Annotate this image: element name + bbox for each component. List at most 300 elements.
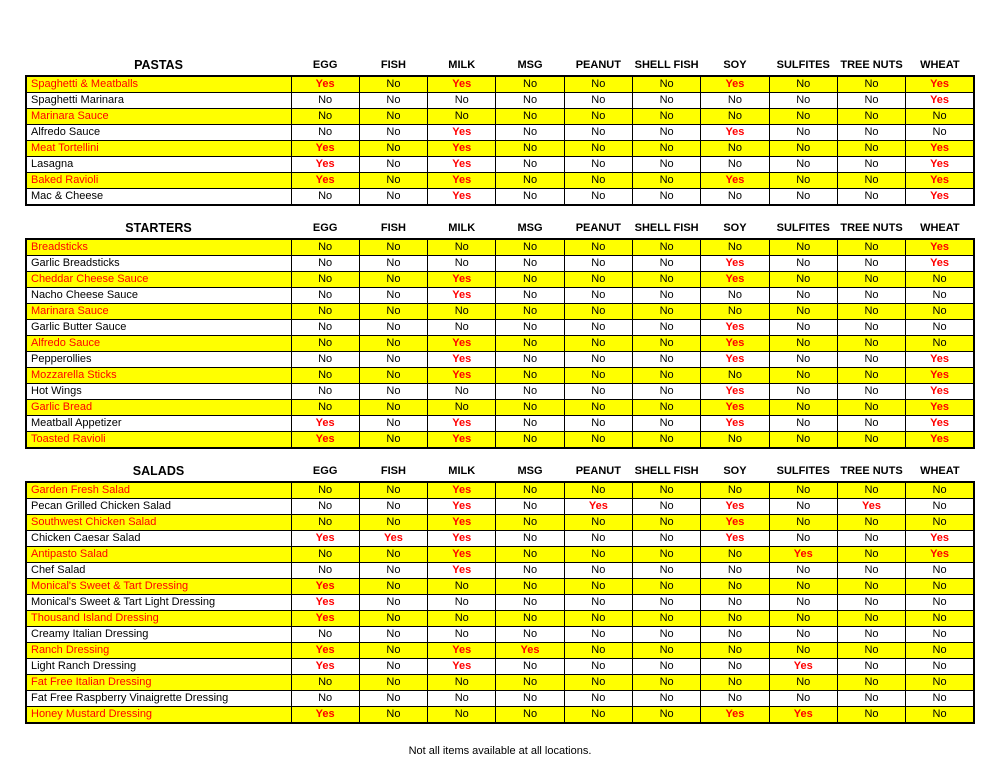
- allergen-value-cell: No: [701, 141, 769, 157]
- column-header-soy: SOY: [701, 219, 769, 239]
- allergen-value-cell: No: [769, 416, 837, 432]
- allergen-value-cell: No: [359, 384, 427, 400]
- allergen-value-cell: No: [359, 76, 427, 93]
- allergen-value-cell: No: [564, 125, 632, 141]
- allergen-value-cell: No: [564, 659, 632, 675]
- allergen-value-cell: No: [769, 515, 837, 531]
- allergen-value-cell: No: [906, 675, 974, 691]
- column-header-sulfites: SULFITES: [769, 219, 837, 239]
- column-header-egg: EGG: [291, 219, 359, 239]
- allergen-value-cell: No: [701, 627, 769, 643]
- item-name-cell: Breadsticks: [26, 239, 291, 256]
- allergen-value-cell: No: [837, 400, 905, 416]
- item-name-cell: Creamy Italian Dressing: [26, 627, 291, 643]
- allergen-value-cell: No: [291, 93, 359, 109]
- column-header-fish: FISH: [359, 219, 427, 239]
- allergen-value-cell: Yes: [564, 499, 632, 515]
- allergen-value-cell: No: [496, 256, 564, 272]
- table-row: [26, 93, 974, 109]
- allergen-value-cell: No: [291, 627, 359, 643]
- allergen-value-cell: No: [564, 675, 632, 691]
- allergen-value-cell: No: [769, 384, 837, 400]
- allergen-value-cell: No: [837, 643, 905, 659]
- allergen-value-cell: No: [632, 239, 700, 256]
- table-row: [26, 659, 974, 675]
- column-header-shell-fish: SHELL FISH: [632, 219, 700, 239]
- allergen-value-cell: No: [632, 76, 700, 93]
- table-row: [26, 611, 974, 627]
- table-row: [26, 416, 974, 432]
- allergen-value-cell: No: [837, 256, 905, 272]
- allergen-value-cell: Yes: [906, 432, 974, 449]
- allergen-value-cell: No: [632, 368, 700, 384]
- allergen-value-cell: No: [632, 288, 700, 304]
- allergen-value-cell: No: [291, 336, 359, 352]
- allergen-value-cell: No: [291, 288, 359, 304]
- allergen-value-cell: Yes: [906, 368, 974, 384]
- allergen-value-cell: Yes: [701, 256, 769, 272]
- table-row: [26, 384, 974, 400]
- column-header-egg: EGG: [291, 56, 359, 76]
- allergen-value-cell: No: [701, 368, 769, 384]
- allergen-value-cell: No: [496, 173, 564, 189]
- allergen-value-cell: No: [564, 627, 632, 643]
- allergen-value-cell: Yes: [906, 416, 974, 432]
- allergen-value-cell: No: [291, 125, 359, 141]
- allergen-value-cell: No: [496, 272, 564, 288]
- allergen-value-cell: No: [906, 320, 974, 336]
- allergen-value-cell: Yes: [906, 352, 974, 368]
- allergen-value-cell: No: [837, 125, 905, 141]
- allergen-value-cell: Yes: [906, 141, 974, 157]
- allergen-value-cell: No: [837, 93, 905, 109]
- allergen-value-cell: Yes: [428, 659, 496, 675]
- allergen-value-cell: No: [359, 400, 427, 416]
- table-row: [26, 432, 974, 449]
- table-row: [26, 579, 974, 595]
- allergen-value-cell: No: [428, 611, 496, 627]
- allergen-value-cell: No: [428, 109, 496, 125]
- allergen-value-cell: No: [359, 320, 427, 336]
- allergen-value-cell: No: [564, 304, 632, 320]
- section-title: STARTERS: [26, 219, 291, 239]
- allergen-value-cell: No: [632, 515, 700, 531]
- allergen-value-cell: No: [291, 239, 359, 256]
- allergen-value-cell: No: [837, 611, 905, 627]
- item-name-cell: Southwest Chicken Salad: [26, 515, 291, 531]
- table-row: [26, 499, 974, 515]
- column-header-egg: EGG: [291, 462, 359, 482]
- allergen-value-cell: Yes: [428, 515, 496, 531]
- allergen-value-cell: No: [632, 256, 700, 272]
- allergen-value-cell: No: [701, 547, 769, 563]
- allergen-value-cell: No: [769, 125, 837, 141]
- column-header-msg: MSG: [496, 462, 564, 482]
- item-name-cell: Honey Mustard Dressing: [26, 707, 291, 724]
- table-row: [26, 368, 974, 384]
- allergen-value-cell: No: [496, 707, 564, 724]
- allergen-value-cell: No: [701, 643, 769, 659]
- allergen-value-cell: No: [632, 432, 700, 449]
- allergen-value-cell: No: [496, 482, 564, 499]
- item-name-cell: Monical's Sweet & Tart Dressing: [26, 579, 291, 595]
- allergen-value-cell: No: [359, 675, 427, 691]
- column-header-wheat: WHEAT: [906, 462, 974, 482]
- allergen-value-cell: No: [837, 173, 905, 189]
- allergen-value-cell: Yes: [906, 384, 974, 400]
- allergen-value-cell: No: [496, 627, 564, 643]
- allergen-value-cell: Yes: [428, 76, 496, 93]
- allergen-value-cell: No: [632, 336, 700, 352]
- allergen-value-cell: Yes: [291, 531, 359, 547]
- allergen-value-cell: Yes: [291, 643, 359, 659]
- item-name-cell: Toasted Ravioli: [26, 432, 291, 449]
- column-header-peanut: PEANUT: [564, 219, 632, 239]
- allergen-value-cell: No: [769, 531, 837, 547]
- allergen-value-cell: Yes: [701, 125, 769, 141]
- allergen-value-cell: Yes: [906, 76, 974, 93]
- allergen-value-cell: Yes: [496, 643, 564, 659]
- allergen-value-cell: No: [906, 272, 974, 288]
- allergen-value-cell: No: [291, 256, 359, 272]
- availability-note: Not all items available at all locations.: [408, 745, 592, 757]
- item-name-cell: Marinara Sauce: [26, 304, 291, 320]
- allergen-value-cell: No: [769, 400, 837, 416]
- allergen-value-cell: No: [359, 707, 427, 724]
- table-row: [26, 157, 974, 173]
- allergen-value-cell: No: [701, 659, 769, 675]
- allergen-value-cell: No: [837, 515, 905, 531]
- allergen-value-cell: No: [564, 336, 632, 352]
- allergen-value-cell: No: [428, 320, 496, 336]
- table-row: [26, 239, 974, 256]
- allergen-value-cell: No: [906, 579, 974, 595]
- allergen-value-cell: No: [291, 320, 359, 336]
- allergen-value-cell: No: [632, 384, 700, 400]
- allergen-value-cell: Yes: [769, 547, 837, 563]
- allergen-value-cell: No: [769, 611, 837, 627]
- allergen-value-cell: No: [359, 659, 427, 675]
- allergen-value-cell: No: [496, 691, 564, 707]
- allergen-value-cell: Yes: [428, 416, 496, 432]
- allergen-value-cell: Yes: [906, 173, 974, 189]
- allergen-value-cell: No: [769, 173, 837, 189]
- allergen-value-cell: No: [359, 173, 427, 189]
- allergen-value-cell: No: [359, 93, 427, 109]
- allergen-value-cell: Yes: [428, 352, 496, 368]
- column-header-tree-nuts: TREE NUTS: [837, 219, 905, 239]
- item-name-cell: Alfredo Sauce: [26, 125, 291, 141]
- allergen-value-cell: No: [496, 336, 564, 352]
- allergen-value-cell: No: [632, 563, 700, 579]
- column-header-fish: FISH: [359, 462, 427, 482]
- allergen-value-cell: No: [564, 691, 632, 707]
- allergen-value-cell: No: [701, 432, 769, 449]
- allergen-table-salads: [25, 462, 975, 724]
- table-row: [26, 304, 974, 320]
- allergen-value-cell: Yes: [428, 531, 496, 547]
- allergen-value-cell: Yes: [428, 499, 496, 515]
- column-header-soy: SOY: [701, 56, 769, 76]
- allergen-value-cell: No: [837, 416, 905, 432]
- allergen-value-cell: No: [496, 499, 564, 515]
- table-row: [26, 595, 974, 611]
- allergen-value-cell: No: [291, 368, 359, 384]
- item-name-cell: Spaghetti & Meatballs: [26, 76, 291, 93]
- allergen-value-cell: No: [632, 400, 700, 416]
- item-name-cell: Garlic Butter Sauce: [26, 320, 291, 336]
- allergen-value-cell: No: [291, 189, 359, 206]
- allergen-value-cell: No: [837, 563, 905, 579]
- allergen-value-cell: No: [359, 416, 427, 432]
- allergen-value-cell: No: [359, 595, 427, 611]
- allergen-value-cell: No: [496, 595, 564, 611]
- allergen-value-cell: No: [701, 579, 769, 595]
- column-header-wheat: WHEAT: [906, 219, 974, 239]
- allergen-value-cell: Yes: [291, 141, 359, 157]
- allergen-value-cell: No: [564, 320, 632, 336]
- item-name-cell: Lasagna: [26, 157, 291, 173]
- allergen-value-cell: Yes: [701, 400, 769, 416]
- table-row: [26, 76, 974, 93]
- table-row: [26, 336, 974, 352]
- allergen-value-cell: No: [428, 304, 496, 320]
- item-name-cell: Nacho Cheese Sauce: [26, 288, 291, 304]
- allergen-value-cell: No: [906, 659, 974, 675]
- allergen-value-cell: No: [769, 288, 837, 304]
- allergen-value-cell: Yes: [428, 288, 496, 304]
- allergen-value-cell: No: [564, 515, 632, 531]
- allergen-value-cell: No: [564, 707, 632, 724]
- item-name-cell: Hot Wings: [26, 384, 291, 400]
- allergen-value-cell: No: [428, 256, 496, 272]
- allergen-value-cell: Yes: [291, 611, 359, 627]
- column-header-milk: MILK: [428, 462, 496, 482]
- allergen-value-cell: No: [906, 336, 974, 352]
- column-header-tree-nuts: TREE NUTS: [837, 462, 905, 482]
- table-row: [26, 643, 974, 659]
- section-title: SALADS: [26, 462, 291, 482]
- allergen-value-cell: No: [632, 157, 700, 173]
- allergen-value-cell: No: [428, 675, 496, 691]
- allergen-value-cell: Yes: [428, 125, 496, 141]
- allergen-value-cell: No: [837, 482, 905, 499]
- item-name-cell: Cheddar Cheese Sauce: [26, 272, 291, 288]
- allergen-value-cell: No: [701, 109, 769, 125]
- allergen-value-cell: No: [632, 416, 700, 432]
- allergen-value-cell: Yes: [428, 173, 496, 189]
- allergen-value-cell: No: [496, 400, 564, 416]
- table-row: [26, 531, 974, 547]
- allergen-value-cell: No: [291, 384, 359, 400]
- allergen-value-cell: Yes: [428, 336, 496, 352]
- column-header-shell-fish: SHELL FISH: [632, 56, 700, 76]
- allergen-value-cell: No: [632, 109, 700, 125]
- allergen-value-cell: No: [564, 547, 632, 563]
- allergen-value-cell: No: [837, 304, 905, 320]
- allergen-value-cell: No: [837, 368, 905, 384]
- allergen-value-cell: Yes: [428, 563, 496, 579]
- allergen-value-cell: Yes: [428, 547, 496, 563]
- allergen-value-cell: No: [496, 239, 564, 256]
- allergen-value-cell: No: [291, 563, 359, 579]
- allergen-value-cell: No: [837, 189, 905, 206]
- allergen-value-cell: No: [632, 627, 700, 643]
- allergen-value-cell: No: [701, 239, 769, 256]
- allergen-value-cell: No: [359, 515, 427, 531]
- allergen-value-cell: No: [837, 579, 905, 595]
- allergen-value-cell: No: [291, 482, 359, 499]
- allergen-value-cell: No: [564, 76, 632, 93]
- item-name-cell: Garden Fresh Salad: [26, 482, 291, 499]
- allergen-value-cell: No: [837, 659, 905, 675]
- allergen-value-cell: No: [564, 352, 632, 368]
- allergen-value-cell: Yes: [701, 352, 769, 368]
- allergen-value-cell: No: [837, 691, 905, 707]
- allergen-value-cell: No: [632, 352, 700, 368]
- allergen-table-starters: [25, 219, 975, 449]
- allergen-value-cell: Yes: [291, 416, 359, 432]
- allergen-value-cell: No: [359, 272, 427, 288]
- allergen-value-cell: No: [564, 416, 632, 432]
- allergen-value-cell: No: [632, 320, 700, 336]
- allergen-value-cell: Yes: [291, 157, 359, 173]
- allergen-value-cell: Yes: [701, 336, 769, 352]
- allergen-value-cell: No: [837, 239, 905, 256]
- header-row: [26, 56, 974, 76]
- allergen-value-cell: No: [769, 320, 837, 336]
- allergen-value-cell: No: [906, 499, 974, 515]
- allergen-value-cell: No: [564, 563, 632, 579]
- item-name-cell: Pepperollies: [26, 352, 291, 368]
- allergen-value-cell: No: [359, 432, 427, 449]
- allergen-value-cell: No: [632, 547, 700, 563]
- allergen-value-cell: No: [564, 189, 632, 206]
- column-header-sulfites: SULFITES: [769, 462, 837, 482]
- item-name-cell: Mac & Cheese: [26, 189, 291, 206]
- allergen-value-cell: Yes: [291, 76, 359, 93]
- table-row: [26, 515, 974, 531]
- allergen-value-cell: No: [837, 531, 905, 547]
- allergen-value-cell: No: [632, 141, 700, 157]
- column-header-peanut: PEANUT: [564, 56, 632, 76]
- allergen-value-cell: No: [496, 157, 564, 173]
- allergen-value-cell: No: [291, 400, 359, 416]
- allergen-value-cell: No: [906, 691, 974, 707]
- allergen-value-cell: No: [564, 157, 632, 173]
- allergen-value-cell: No: [769, 352, 837, 368]
- allergen-value-cell: No: [769, 239, 837, 256]
- allergen-value-cell: Yes: [906, 239, 974, 256]
- allergen-value-cell: No: [496, 304, 564, 320]
- allergen-value-cell: No: [906, 304, 974, 320]
- allergen-value-cell: Yes: [428, 643, 496, 659]
- allergen-value-cell: Yes: [906, 547, 974, 563]
- allergen-value-cell: No: [359, 627, 427, 643]
- allergen-value-cell: No: [769, 109, 837, 125]
- allergen-value-cell: No: [906, 109, 974, 125]
- allergen-value-cell: Yes: [769, 659, 837, 675]
- allergen-value-cell: No: [701, 189, 769, 206]
- allergen-value-cell: No: [701, 482, 769, 499]
- allergen-value-cell: Yes: [906, 189, 974, 206]
- allergen-value-cell: No: [701, 304, 769, 320]
- table-row: [26, 547, 974, 563]
- item-name-cell: Alfredo Sauce: [26, 336, 291, 352]
- allergen-value-cell: No: [632, 595, 700, 611]
- allergen-value-cell: No: [564, 109, 632, 125]
- table-row: [26, 109, 974, 125]
- allergen-value-cell: No: [496, 659, 564, 675]
- item-name-cell: Thousand Island Dressing: [26, 611, 291, 627]
- allergen-value-cell: No: [359, 288, 427, 304]
- table-row: [26, 563, 974, 579]
- allergen-value-cell: No: [564, 239, 632, 256]
- allergen-value-cell: No: [359, 368, 427, 384]
- header-row: [26, 462, 974, 482]
- column-header-wheat: WHEAT: [906, 56, 974, 76]
- allergen-value-cell: No: [496, 125, 564, 141]
- item-name-cell: Ranch Dressing: [26, 643, 291, 659]
- item-name-cell: Fat Free Italian Dressing: [26, 675, 291, 691]
- item-name-cell: Meat Tortellini: [26, 141, 291, 157]
- allergen-value-cell: No: [291, 675, 359, 691]
- allergen-value-cell: No: [769, 691, 837, 707]
- allergen-value-cell: No: [701, 675, 769, 691]
- column-header-sulfites: SULFITES: [769, 56, 837, 76]
- allergen-value-cell: Yes: [359, 531, 427, 547]
- allergen-value-cell: No: [496, 76, 564, 93]
- allergen-value-cell: No: [837, 432, 905, 449]
- allergen-value-cell: Yes: [428, 368, 496, 384]
- allergen-value-cell: No: [496, 352, 564, 368]
- allergen-value-cell: No: [291, 691, 359, 707]
- allergen-value-cell: No: [359, 579, 427, 595]
- allergen-value-cell: No: [906, 595, 974, 611]
- allergen-value-cell: No: [837, 288, 905, 304]
- allergen-value-cell: No: [837, 707, 905, 724]
- allergen-value-cell: No: [496, 141, 564, 157]
- allergen-value-cell: No: [701, 595, 769, 611]
- allergen-value-cell: No: [496, 320, 564, 336]
- table-row: [26, 691, 974, 707]
- table-row: [26, 141, 974, 157]
- allergen-value-cell: No: [564, 432, 632, 449]
- allergen-value-cell: No: [291, 304, 359, 320]
- allergen-value-cell: No: [359, 189, 427, 206]
- allergen-value-cell: No: [564, 611, 632, 627]
- allergen-value-cell: No: [837, 320, 905, 336]
- allergen-value-cell: No: [428, 384, 496, 400]
- allergen-value-cell: No: [496, 611, 564, 627]
- column-header-msg: MSG: [496, 219, 564, 239]
- table-row: [26, 173, 974, 189]
- allergen-value-cell: No: [428, 691, 496, 707]
- allergen-value-cell: No: [496, 563, 564, 579]
- item-name-cell: Fat Free Raspberry Vinaigrette Dressing: [26, 691, 291, 707]
- allergen-value-cell: Yes: [906, 400, 974, 416]
- allergen-value-cell: No: [769, 141, 837, 157]
- table-row: [26, 125, 974, 141]
- item-name-cell: Light Ranch Dressing: [26, 659, 291, 675]
- allergen-value-cell: Yes: [701, 499, 769, 515]
- allergen-value-cell: No: [769, 76, 837, 93]
- allergen-value-cell: No: [632, 482, 700, 499]
- allergen-value-cell: No: [564, 531, 632, 547]
- allergen-table-pastas: [25, 56, 975, 206]
- allergen-value-cell: No: [564, 288, 632, 304]
- allergen-value-cell: No: [769, 675, 837, 691]
